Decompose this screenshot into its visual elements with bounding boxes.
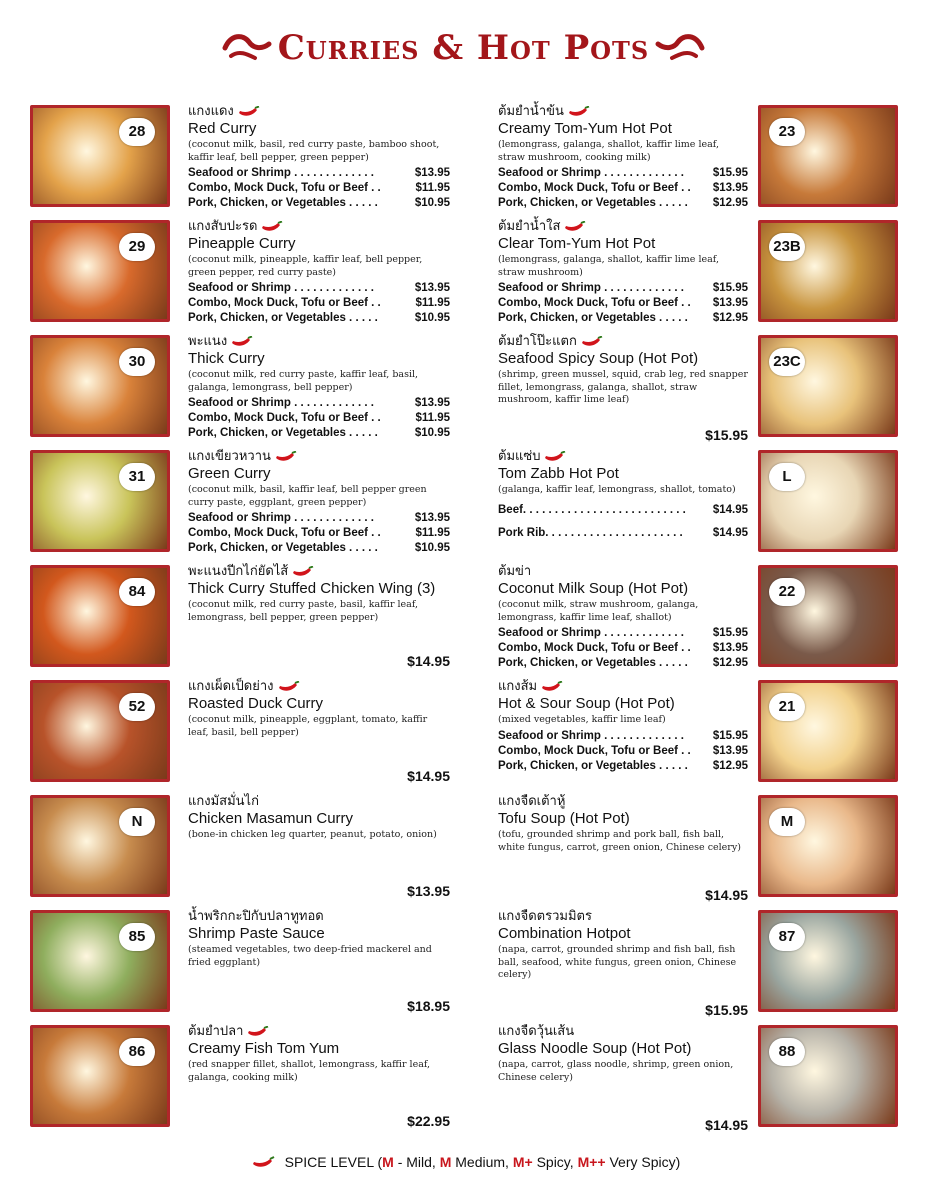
item-number-badge: 23 xyxy=(769,118,805,146)
spice-very-label: Very Spicy) xyxy=(605,1154,681,1170)
dish-name: Tom Zabb Hot Pot xyxy=(498,465,619,482)
price-value: $15.95 xyxy=(712,282,748,294)
item-text xyxy=(188,333,450,441)
dish-photo xyxy=(30,680,170,782)
item-text xyxy=(498,218,748,326)
dish-name: Tofu Soup (Hot Pot) xyxy=(498,810,630,827)
item-number-badge: 28 xyxy=(119,118,155,146)
item-number-badge: 87 xyxy=(769,923,805,951)
dish-description: (lemongrass, galanga, shallot, kaffir lime leaf, straw mushroom, cooking milk) xyxy=(498,139,719,163)
item-text xyxy=(498,448,748,541)
menu-header xyxy=(0,28,927,78)
price-list xyxy=(188,396,450,441)
item-text xyxy=(188,908,450,969)
price-list xyxy=(498,166,748,211)
item-number-badge: L xyxy=(769,463,805,491)
item-text xyxy=(498,793,748,854)
price-list xyxy=(188,166,450,211)
price-row xyxy=(188,526,450,541)
item-text xyxy=(188,793,450,842)
price-label: Seafood or Shrimp . . . . . . . . . . . . . xyxy=(498,282,684,294)
price-value: $11.95 xyxy=(415,412,450,424)
price-list xyxy=(498,281,748,326)
spice-mild-mark: M xyxy=(382,1154,394,1170)
dish-description: (coconut milk, pineapple, kaffir leaf, bell pepper, green pepper, red curry paste) xyxy=(188,254,423,278)
item-number-badge: M xyxy=(769,808,805,836)
thai-name-text: ต้มยำปลา xyxy=(188,1024,244,1039)
chili-icon xyxy=(275,451,297,463)
item-price: $15.95 xyxy=(705,427,748,443)
menu-item xyxy=(494,325,898,443)
spice-medium-mark: M xyxy=(439,1154,452,1170)
dish-name: Pineapple Curry xyxy=(188,235,296,252)
dish-photo xyxy=(758,450,898,552)
price-label: Pork, Chicken, or Vegetables . . . . . xyxy=(188,197,378,209)
spice-spicy-mark: M+ xyxy=(512,1154,533,1170)
price-value: $11.95 xyxy=(415,297,450,309)
price-value: $11.95 xyxy=(415,182,450,194)
dish-name: Combination Hotpot xyxy=(498,925,631,942)
chili-icon xyxy=(261,221,283,233)
item-price: $22.95 xyxy=(407,1113,450,1129)
price-value: $15.95 xyxy=(712,627,748,639)
dish-photo xyxy=(30,795,170,897)
thai-name-text: แกงเขียวหวาน xyxy=(188,449,271,464)
price-row xyxy=(498,641,748,656)
thai-name xyxy=(188,1023,450,1040)
item-number-badge: 23C xyxy=(769,348,805,376)
spice-very-mark: M++ xyxy=(577,1154,606,1170)
price-label: Seafood or Shrimp . . . . . . . . . . . . . xyxy=(498,729,684,742)
price-row xyxy=(188,166,450,181)
spice-medium-label: Medium, xyxy=(451,1154,513,1170)
price-row xyxy=(188,196,450,211)
dish-name: Seafood Spicy Soup (Hot Pot) xyxy=(498,350,699,367)
item-price: $14.95 xyxy=(705,887,748,903)
menu-item xyxy=(30,785,450,899)
thai-name-text: พะแนง xyxy=(188,334,228,349)
price-label: Pork, Chicken, or Vegetables . . . . . xyxy=(498,657,688,669)
price-row xyxy=(498,626,748,641)
price-value: $13.95 xyxy=(414,167,450,179)
item-price: $14.95 xyxy=(407,653,450,669)
item-text xyxy=(498,333,748,407)
price-value: $13.95 xyxy=(712,182,748,194)
dish-name: Thick Curry Stuffed Chicken Wing (3) xyxy=(188,580,436,597)
thai-name xyxy=(188,678,450,695)
dish-description: (napa, carrot, grounded shrimp and fish ball, fish ball, seafood, white fungus, green onion, Chinese celery) xyxy=(498,944,737,980)
price-list xyxy=(188,511,450,556)
price-list xyxy=(498,729,748,774)
price-list xyxy=(188,281,450,326)
thai-name xyxy=(188,448,450,465)
price-row xyxy=(498,503,748,518)
item-text xyxy=(188,678,450,739)
chili-icon xyxy=(581,336,603,348)
price-label: Combo, Mock Duck, Tofu or Beef . . xyxy=(188,527,381,539)
thai-name-text: แกงจืดเต้าหู้ xyxy=(498,794,566,809)
menu-item xyxy=(30,95,450,209)
dish-description: (coconut milk, red curry paste, basil, kaffir leaf, lemongrass, bell pepper, green pepper) xyxy=(188,599,419,623)
thai-name xyxy=(498,103,748,120)
dish-description: (coconut milk, pineapple, eggplant, tomato, kaffir leaf, basil, bell pepper) xyxy=(188,714,428,738)
thai-name xyxy=(498,333,748,350)
item-number-badge: 31 xyxy=(119,463,155,491)
price-value: $14.95 xyxy=(712,503,748,516)
dish-photo xyxy=(30,910,170,1012)
dish-name: Thick Curry xyxy=(188,350,265,367)
dish-photo xyxy=(758,105,898,207)
spice-prefix: SPICE LEVEL ( xyxy=(284,1154,383,1170)
chili-icon xyxy=(541,681,563,693)
price-row xyxy=(498,759,748,774)
price-label: Combo, Mock Duck, Tofu or Beef . . xyxy=(498,744,691,757)
item-number-badge: 22 xyxy=(769,578,805,606)
price-label: Combo, Mock Duck, Tofu or Beef . . xyxy=(188,412,381,424)
price-value: $15.95 xyxy=(712,167,748,179)
price-label: Seafood or Shrimp . . . . . . . . . . . . . xyxy=(188,512,374,524)
dish-name: Roasted Duck Curry xyxy=(188,695,324,712)
dish-description: (bone-in chicken leg quarter, peanut, potato, onion) xyxy=(188,829,437,840)
item-text xyxy=(498,1023,748,1084)
price-value: $13.95 xyxy=(414,512,450,524)
thai-name-text: แกงเผ็ดเป็ดย่าง xyxy=(188,679,274,694)
price-row xyxy=(498,526,748,541)
dish-photo xyxy=(30,450,170,552)
item-number-badge: 30 xyxy=(119,348,155,376)
thai-name-text: ต้มยำโป๊ะแตก xyxy=(498,334,577,349)
dish-name: Chicken Masamun Curry xyxy=(188,810,354,827)
item-text xyxy=(498,908,748,982)
price-label: Beef. . . . . . . . . . . . . . . . . . . . . . . . . . xyxy=(498,503,686,516)
menu-item xyxy=(494,440,898,548)
price-row xyxy=(498,281,748,296)
dish-description: (shrimp, green mussel, squid, crab leg, red snapper fillet, lemongrass, galanga, shallot, straw mushroom, kaffir lime leaf) xyxy=(498,369,748,405)
chili-swirl-right-icon xyxy=(654,28,706,68)
dish-name: Creamy Fish Tom Yum xyxy=(188,1040,340,1057)
item-number-badge: 29 xyxy=(119,233,155,261)
thai-name-text: ต้มยำน้ำใส xyxy=(498,219,561,234)
price-value: $10.95 xyxy=(414,197,450,209)
dish-photo xyxy=(758,220,898,322)
item-number-badge: 86 xyxy=(119,1038,155,1066)
dish-description: (napa, carrot, glass noodle, shrimp, green onion, Chinese celery) xyxy=(498,1059,734,1083)
price-value: $13.95 xyxy=(414,282,450,294)
chili-icon xyxy=(251,1156,275,1170)
price-value: $15.95 xyxy=(712,729,748,742)
dish-description: (tofu, grounded shrimp and pork ball, fish ball, white fungus, carrot, green onion, Chinese celery) xyxy=(498,829,741,853)
thai-name xyxy=(498,908,748,925)
price-label: Seafood or Shrimp . . . . . . . . . . . . . xyxy=(188,282,374,294)
chili-icon xyxy=(292,566,314,578)
menu-item xyxy=(30,670,450,784)
price-row xyxy=(498,744,748,759)
dish-description: (mixed vegetables, kaffir lime leaf) xyxy=(498,714,666,725)
item-number-badge: 88 xyxy=(769,1038,805,1066)
price-row xyxy=(188,311,450,326)
price-value: $13.95 xyxy=(712,642,748,654)
thai-name xyxy=(498,793,748,810)
dish-name: Green Curry xyxy=(188,465,271,482)
dish-description: (coconut milk, red curry paste, kaffir leaf, basil, galanga, lemongrass, bell pepper) xyxy=(188,369,419,393)
price-row xyxy=(498,166,748,181)
item-text xyxy=(188,563,450,624)
thai-name-text: แกงมัสมั่นไก่ xyxy=(188,794,259,809)
chili-icon xyxy=(247,1026,269,1038)
chili-icon xyxy=(278,681,300,693)
price-value: $10.95 xyxy=(414,312,450,324)
price-label: Combo, Mock Duck, Tofu or Beef . . xyxy=(498,642,691,654)
menu-item xyxy=(30,210,450,324)
menu-item xyxy=(30,440,450,554)
price-value: $14.95 xyxy=(712,526,748,539)
thai-name xyxy=(498,1023,748,1040)
price-label: Pork, Chicken, or Vegetables . . . . . xyxy=(188,312,378,324)
item-text xyxy=(498,678,748,774)
price-label: Pork, Chicken, or Vegetables . . . . . xyxy=(498,312,688,324)
item-text xyxy=(188,448,450,556)
price-list xyxy=(498,503,748,541)
price-label: Combo, Mock Duck, Tofu or Beef . . xyxy=(188,182,381,194)
price-row xyxy=(188,411,450,426)
thai-name-text: แกงแดง xyxy=(188,104,234,119)
price-value: $13.95 xyxy=(712,744,748,757)
dish-name: Glass Noodle Soup (Hot Pot) xyxy=(498,1040,692,1057)
dish-description: (lemongrass, galanga, shallot, kaffir lime leaf, straw mushroom) xyxy=(498,254,719,278)
thai-name xyxy=(498,218,748,235)
dish-description: (galanga, kaffir leaf, lemongrass, shallot, tomato) xyxy=(498,484,736,495)
dish-description: (coconut milk, basil, kaffir leaf, bell pepper green curry paste, eggplant, green pepper) xyxy=(188,484,427,508)
thai-name xyxy=(498,678,748,695)
dish-photo xyxy=(758,565,898,667)
item-price: $14.95 xyxy=(705,1117,748,1133)
dish-description: (coconut milk, basil, red curry paste, bamboo shoot, kaffir leaf, bell pepper, green pepper) xyxy=(188,139,440,163)
item-text xyxy=(498,103,748,211)
menu-item xyxy=(494,785,898,903)
thai-name-text: น้ำพริกกะปิกับปลาทูทอด xyxy=(188,909,324,924)
page-title: Curries & Hot Pots xyxy=(277,28,650,68)
price-row xyxy=(498,196,748,211)
item-number-badge: N xyxy=(119,808,155,836)
thai-name-text: แกงจืดตรวมมิตร xyxy=(498,909,592,924)
dish-name: Creamy Tom-Yum Hot Pot xyxy=(498,120,672,137)
spice-mild-label: - Mild, xyxy=(393,1154,440,1170)
item-number-badge: 84 xyxy=(119,578,155,606)
dish-photo xyxy=(758,1025,898,1127)
dish-photo xyxy=(30,565,170,667)
thai-name xyxy=(188,793,450,810)
price-row xyxy=(188,281,450,296)
price-value: $11.95 xyxy=(415,527,450,539)
menu-item xyxy=(30,555,450,669)
price-label: Pork, Chicken, or Vegetables . . . . . xyxy=(188,542,378,554)
dish-name: Shrimp Paste Sauce xyxy=(188,925,325,942)
dish-photo xyxy=(30,220,170,322)
price-label: Seafood or Shrimp . . . . . . . . . . . . . xyxy=(498,167,684,179)
item-number-badge: 23B xyxy=(769,233,805,261)
price-row xyxy=(188,511,450,526)
chili-icon xyxy=(238,106,260,118)
thai-name xyxy=(188,563,450,580)
price-value: $12.95 xyxy=(712,657,748,669)
price-row xyxy=(188,181,450,196)
thai-name-text: ต้มแซ่บ xyxy=(498,449,541,464)
item-number-badge: 21 xyxy=(769,693,805,721)
thai-name-text: พะแนงปีกไก่ยัดไส้ xyxy=(188,564,289,579)
price-row xyxy=(188,426,450,441)
thai-name-text: แกงส้ม xyxy=(498,679,538,694)
menu-item xyxy=(494,1015,898,1133)
thai-name xyxy=(188,218,450,235)
price-row xyxy=(498,729,748,744)
dish-name: Red Curry xyxy=(188,120,257,137)
menu-item xyxy=(494,95,898,209)
price-value: $12.95 xyxy=(712,312,748,324)
price-label: Combo, Mock Duck, Tofu or Beef . . xyxy=(498,182,691,194)
item-number-badge: 52 xyxy=(119,693,155,721)
price-label: Pork Rib. . . . . . . . . . . . . . . . . . . . . . xyxy=(498,526,683,539)
price-label: Pork, Chicken, or Vegetables . . . . . xyxy=(188,427,378,439)
dish-photo xyxy=(30,1025,170,1127)
item-text xyxy=(188,103,450,211)
chili-icon xyxy=(544,451,566,463)
dish-photo xyxy=(758,680,898,782)
price-value: $13.95 xyxy=(712,297,748,309)
item-text xyxy=(188,218,450,326)
dish-description: (coconut milk, straw mushroom, galanga, lemongrass, kaffir lime leaf, shallot) xyxy=(498,599,699,623)
menu-item xyxy=(30,1015,450,1129)
dish-name: Coconut Milk Soup (Hot Pot) xyxy=(498,580,689,597)
thai-name xyxy=(188,103,450,120)
item-price: $14.95 xyxy=(407,768,450,784)
chili-icon xyxy=(568,106,590,118)
thai-name xyxy=(188,333,450,350)
item-text xyxy=(498,563,748,671)
price-row xyxy=(498,296,748,311)
dish-description: (steamed vegetables, two deep-fried mackerel and fried eggplant) xyxy=(188,944,432,968)
item-price: $18.95 xyxy=(407,998,450,1014)
price-value: $10.95 xyxy=(414,427,450,439)
price-row xyxy=(498,181,748,196)
dish-photo xyxy=(30,105,170,207)
dish-description: (red snapper fillet, shallot, lemongrass, kaffir leaf, galanga, cooking milk) xyxy=(188,1059,431,1083)
price-row xyxy=(188,396,450,411)
thai-name xyxy=(498,448,748,465)
price-value: $12.95 xyxy=(712,759,748,772)
menu-item xyxy=(494,900,898,1018)
item-number-badge: 85 xyxy=(119,923,155,951)
price-label: Seafood or Shrimp . . . . . . . . . . . . . xyxy=(498,627,684,639)
thai-name xyxy=(498,563,748,580)
menu-item xyxy=(494,670,898,778)
menu-item xyxy=(30,325,450,439)
price-row xyxy=(498,311,748,326)
menu-item xyxy=(30,900,450,1014)
spice-spicy-label: Spicy, xyxy=(532,1154,578,1170)
chili-icon xyxy=(564,221,586,233)
price-value: $10.95 xyxy=(414,542,450,554)
price-value: $13.95 xyxy=(414,397,450,409)
price-row xyxy=(188,541,450,556)
item-text xyxy=(188,1023,450,1084)
chili-swirl-left-icon xyxy=(221,28,273,68)
dish-photo xyxy=(758,795,898,897)
price-label: Pork, Chicken, or Vegetables . . . . . xyxy=(498,197,688,209)
dish-photo xyxy=(758,335,898,437)
price-label: Combo, Mock Duck, Tofu or Beef . . xyxy=(498,297,691,309)
dish-photo xyxy=(758,910,898,1012)
thai-name xyxy=(188,908,450,925)
dish-name: Hot & Sour Soup (Hot Pot) xyxy=(498,695,675,712)
menu-item xyxy=(494,555,898,669)
price-value: $12.95 xyxy=(712,197,748,209)
dish-name: Clear Tom-Yum Hot Pot xyxy=(498,235,656,252)
chili-icon xyxy=(231,336,253,348)
thai-name-text: ต้มข่า xyxy=(498,564,532,579)
dish-photo xyxy=(30,335,170,437)
price-label: Combo, Mock Duck, Tofu or Beef . . xyxy=(188,297,381,309)
thai-name-text: แกงจืดวุ้นเส้น xyxy=(498,1024,575,1039)
thai-name-text: ต้มยำน้ำข้น xyxy=(498,104,564,119)
price-row xyxy=(498,656,748,671)
menu-item xyxy=(494,210,898,324)
price-row xyxy=(188,296,450,311)
price-label: Seafood or Shrimp . . . . . . . . . . . . . xyxy=(188,397,374,409)
thai-name-text: แกงสับปะรด xyxy=(188,219,258,234)
price-label: Seafood or Shrimp . . . . . . . . . . . . . xyxy=(188,167,374,179)
item-price: $13.95 xyxy=(407,883,450,899)
price-list xyxy=(498,626,748,671)
price-label: Pork, Chicken, or Vegetables . . . . . xyxy=(498,759,688,772)
item-price: $15.95 xyxy=(705,1002,748,1018)
spice-level-legend xyxy=(0,1154,927,1170)
